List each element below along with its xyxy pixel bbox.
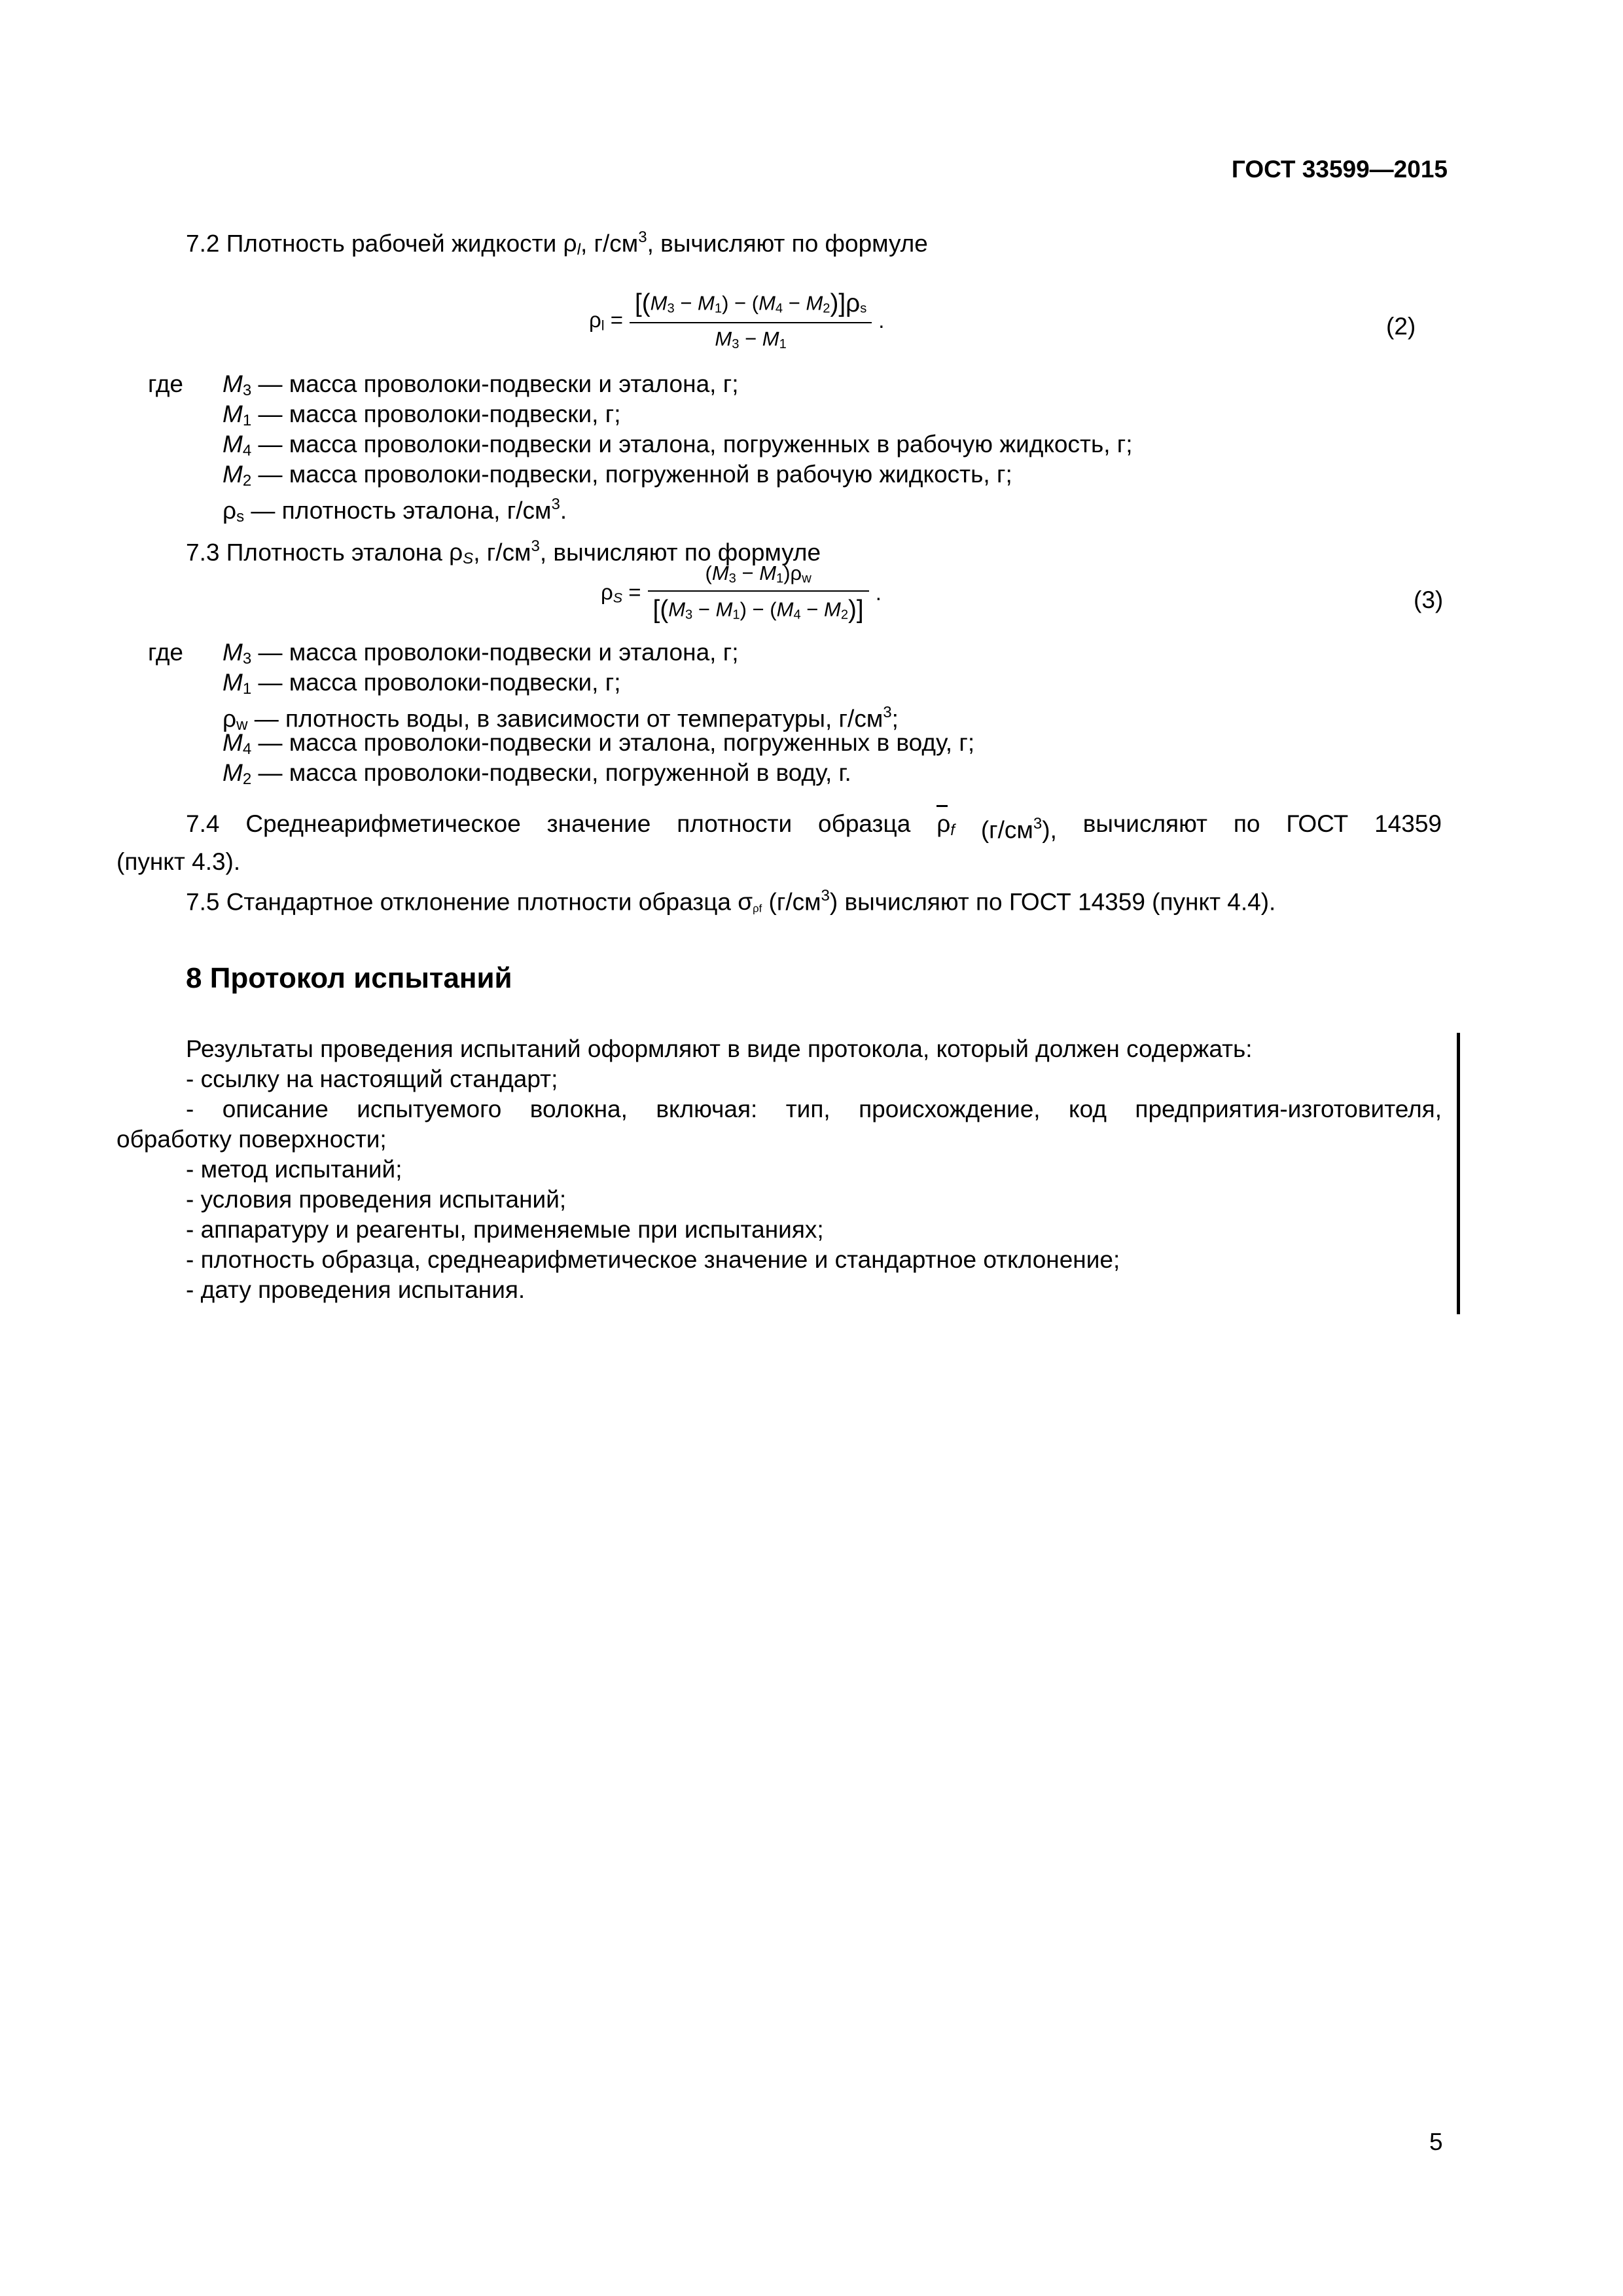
text: 2 [823, 301, 830, 316]
subscript: f [950, 821, 955, 839]
formula-dot: . [878, 308, 885, 333]
superscript: 3 [1033, 815, 1043, 833]
subscript: 2 [242, 770, 252, 788]
word: волокна, [529, 1096, 628, 1122]
clause-7-2-intro [186, 223, 928, 265]
word: испытуемого [357, 1096, 502, 1122]
subscript: s [236, 508, 245, 526]
protocol-item: - условия проведения испытаний; [186, 1186, 567, 1213]
word: значение [546, 810, 651, 837]
text: M [715, 327, 732, 350]
text: − [692, 598, 716, 621]
formula-lhs [601, 580, 641, 606]
word: вычисляют [1082, 810, 1207, 837]
formula-3 [601, 562, 882, 624]
symbol: M [223, 431, 243, 457]
text: ) вычисляют по ГОСТ 14359 (пункт 4.4). [829, 888, 1276, 916]
word: ГОСТ [1286, 810, 1349, 837]
unit [981, 809, 1057, 846]
word: происхождение, [859, 1096, 1041, 1122]
subscript: S [613, 590, 623, 606]
protocol-item: - дату проведения испытания. [186, 1276, 526, 1303]
equals: = [604, 307, 623, 332]
text: , вычисляют по формуле [647, 230, 928, 257]
text: M [758, 291, 776, 315]
symbol: M [223, 370, 243, 397]
word: предприятия-изготовителя, [1135, 1096, 1442, 1122]
denominator [630, 323, 872, 352]
formula-lhs [589, 308, 623, 334]
text: − [674, 291, 698, 315]
text: 7.3 Плотность эталона [186, 539, 450, 566]
subscript: 3 [242, 649, 252, 668]
subscript: S [463, 550, 474, 568]
subscript: l [601, 317, 605, 334]
text: 4 [775, 301, 783, 316]
definition-text: — плотность воды, в зависимости от температуры, г/см [247, 705, 883, 732]
subscript: 2 [242, 471, 252, 490]
subscript: ρf [753, 902, 762, 915]
protocol-item: - ссылку на настоящий стандарт; [186, 1066, 558, 1092]
numerator [648, 562, 869, 592]
definition-text: . [560, 497, 567, 524]
word: код [1069, 1096, 1107, 1122]
text: [( [652, 596, 669, 624]
text: M [715, 598, 733, 621]
equation-number-3: (3) [1414, 586, 1444, 613]
where-label: где [148, 639, 184, 666]
text: 1 [776, 571, 784, 586]
text: )ρ [783, 562, 802, 584]
protocol-intro: Результаты проведения испытаний оформляют в виде протокола, который должен содержать: [186, 1035, 1253, 1062]
definition-item [223, 490, 567, 532]
symbol: ρ [589, 307, 601, 332]
symbol: ρ [936, 809, 950, 839]
text: 4 [793, 607, 801, 622]
text: M [650, 291, 668, 315]
text: 3 [667, 301, 675, 316]
text: M [776, 598, 794, 621]
page-number: 5 [1429, 2128, 1443, 2155]
superscript: 3 [551, 495, 560, 513]
text: 7.5 Стандартное отклонение плотности образца [186, 888, 738, 916]
superscript: 3 [531, 537, 540, 555]
word: Среднеарифметическое [245, 810, 521, 837]
subscript: 1 [242, 679, 252, 698]
text: 2 [840, 607, 849, 622]
sigma-symbol [738, 888, 762, 915]
text: M [823, 598, 841, 621]
clause-7-4-line-1 [186, 809, 1442, 846]
text: M [806, 291, 823, 315]
subscript: w [236, 716, 248, 734]
clause-7-4-line-2: (пункт 4.3). [116, 848, 241, 875]
word: включая: [656, 1096, 758, 1122]
protocol-item: - плотность образца, среднеарифметическое значение и стандартное отклонение; [186, 1246, 1120, 1273]
subscript: 1 [242, 411, 252, 429]
rho-symbol [449, 539, 474, 568]
word: описание [222, 1096, 329, 1122]
definition-text: — масса проволоки-подвески и эталона, г; [251, 639, 739, 666]
text: 1 [732, 607, 740, 622]
subscript: 4 [242, 740, 252, 758]
text: ) − ( [740, 598, 777, 621]
definition-text: — масса проволоки-подвески и эталона, погруженных в воду, г; [251, 729, 975, 756]
text: (г/см [980, 816, 1033, 844]
symbol: σ [738, 888, 753, 916]
protocol-item-line-1 [186, 1094, 1442, 1124]
definition-text: — масса проволоки-подвески, погруженной в воду, г. [251, 759, 851, 786]
symbol: ρ [601, 579, 613, 604]
text: M [668, 598, 686, 621]
equals: = [622, 579, 641, 604]
text: )] [848, 596, 864, 624]
symbol: M [223, 729, 243, 756]
text: w [802, 571, 812, 586]
text: [( [635, 289, 651, 317]
text: 3 [732, 337, 740, 352]
text: , вычисляют по формуле [539, 539, 821, 566]
subscript: 4 [242, 441, 252, 459]
denominator [648, 592, 869, 624]
definition-text: ; [891, 705, 899, 732]
document-id: ГОСТ 33599—2015 [1231, 156, 1448, 183]
text: − [783, 291, 806, 315]
protocol-item-line-2: обработку поверхности; [116, 1126, 387, 1153]
formula-2 [589, 289, 884, 352]
equation-number-2: (2) [1386, 313, 1416, 340]
text: − [736, 562, 760, 584]
section-8-title: 8 Протокол испытаний [186, 962, 512, 994]
protocol-item: - метод испытаний; [186, 1156, 402, 1183]
text: 3 [728, 571, 736, 586]
text: ) − ( [722, 291, 759, 315]
definition-text: — масса проволоки-подвески, погруженной в рабочую жидкость, г; [251, 461, 1012, 488]
text: − [800, 598, 824, 621]
symbol: ρ [223, 705, 237, 732]
definition-text: — масса проволоки-подвески, г; [251, 401, 621, 427]
text: 1 [779, 337, 787, 352]
symbol: ρ [223, 497, 237, 524]
revision-bar [1457, 1033, 1460, 1314]
definition-text: — масса проволоки-подвески и эталона, погруженных в рабочую жидкость, г; [251, 431, 1133, 457]
text: , г/см [473, 539, 531, 566]
text: M [762, 327, 779, 350]
subscript: 3 [242, 381, 252, 399]
text: ), [1042, 816, 1057, 844]
word: образца [818, 810, 911, 837]
text: ( [705, 562, 712, 584]
symbol: M [223, 669, 243, 696]
word: 14359 [1374, 810, 1442, 837]
symbol: M [223, 639, 243, 666]
text: − [739, 327, 762, 350]
word: плотности [677, 810, 793, 837]
protocol-item: - аппаратуру и реагенты, применяемые при испытаниях; [186, 1216, 824, 1243]
definition-text: — масса проволоки-подвески, г; [251, 669, 621, 696]
formula-fraction [648, 562, 869, 624]
text: s [860, 301, 867, 316]
definition-item [223, 758, 851, 795]
text: )]ρ [830, 289, 861, 317]
text: M [711, 562, 729, 584]
formula-fraction [630, 289, 872, 352]
text: , г/см [580, 230, 639, 257]
superscript: 3 [821, 887, 830, 905]
definition-text: — масса проволоки-подвески и эталона, г; [251, 370, 739, 397]
word: тип, [785, 1096, 830, 1122]
symbol: ρ [449, 539, 463, 566]
symbol: M [223, 401, 243, 427]
text: M [698, 291, 715, 315]
text: 1 [714, 301, 722, 316]
text: 7.2 Плотность рабочей жидкости [186, 230, 563, 257]
word: - [186, 1096, 194, 1122]
rho-mean-symbol [936, 809, 955, 846]
symbol: M [223, 461, 243, 488]
definition-text: — плотность эталона, г/см [244, 497, 552, 524]
subscript: l [577, 241, 580, 259]
text: 3 [685, 607, 693, 622]
numerator [630, 289, 872, 323]
superscript: 3 [883, 704, 892, 721]
where-label: где [148, 370, 184, 397]
text: M [759, 562, 777, 584]
text: (г/см [762, 888, 821, 916]
superscript: 3 [638, 228, 647, 246]
symbol: ρ [563, 230, 577, 257]
formula-dot: . [875, 581, 882, 605]
rho-symbol [563, 230, 580, 257]
word: по [1233, 810, 1260, 837]
clause-7-5 [186, 881, 1275, 924]
symbol: M [223, 759, 243, 786]
word: 7.4 [186, 810, 220, 837]
